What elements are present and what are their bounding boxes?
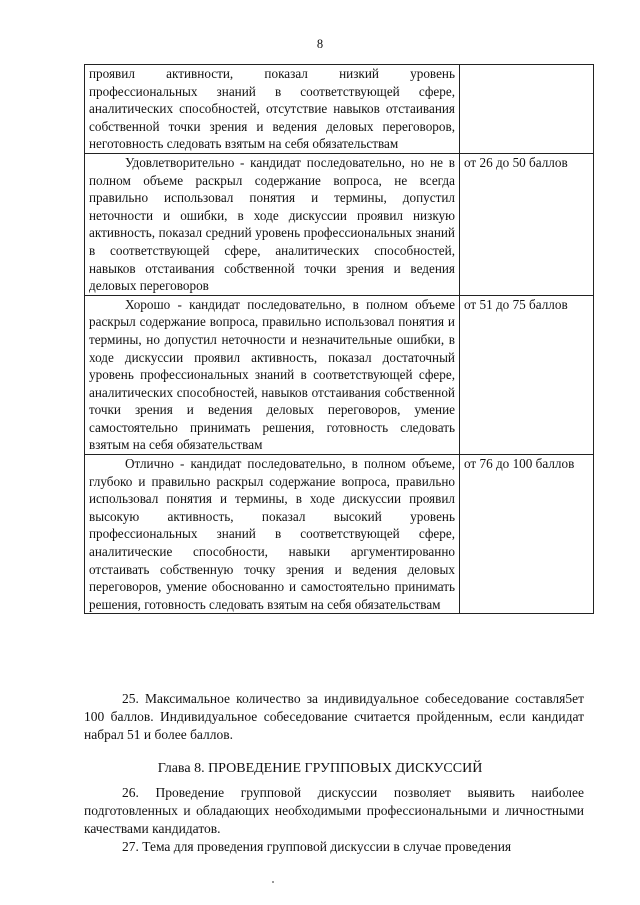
criteria-description [85,455,460,614]
page-number: 8 [316,37,324,51]
criteria-description-text: Удовлетворительно - кандидат последовательно, но не в полном объеме раскрыл содержание вопроса, не всегда правильно использовал понятия и термины, допустил неточности и ошибки, в ходе дискуссии проявил низкую активность, показал средний уровень профессиональных знаний в соответствующей сфере, аналитических способностей, навыков отстаивания собственной точки зрения и ведения деловых переговоров [89,154,455,294]
criteria-description [85,153,460,295]
paragraph-27: 27. Тема для проведения групповой дискуссии в случае проведения [122,839,512,854]
table-row [85,455,594,614]
criteria-score: от 26 до 50 баллов [460,153,594,295]
criteria-description [85,295,460,454]
table-row [85,295,594,454]
criteria-description-text: Хорошо - кандидат последовательно, в полном объеме раскрыл содержание вопроса, правильно использовал понятия и термины, но допустил неточности и незначительные ошибки, в ходе дискуссии проявил активность, показал достаточный уровень профессиональных знаний в соответствующей сфере, аналитических способностей, навыков отстаивания собственной точки зрения и ведения деловых переговоров, умение самостоятельно принимать решения, готовность следовать взятым на себя обязательствам [89,296,455,453]
paragraph-25: 25. Максимальное количество за индивидуальное собеседование составля5ет 100 баллов. Индивидуальное собеседование считается пройденным, если кандидат набрал 51 и более баллов. [84,691,584,742]
criteria-description: проявил активности, показал низкий уровень профессиональных знаний в соответствующей сфере, аналитических способностей, отсутствие навыков отстаивания собственной точки зрения и ведения деловых переговоров, неготовность следовать взятым на себя обязательствам [85,65,460,154]
criteria-score: от 51 до 75 баллов [460,295,594,454]
table-row [85,65,594,154]
evaluation-criteria-table [84,64,594,614]
criteria-score: от 76 до 100 баллов [460,455,594,614]
paragraph-26: 26. Проведение групповой дискуссии позволяет выявить наиболее подготовленных и обладающих необходимыми профессиональными и личностными качествами кандидатов. [84,785,584,836]
criteria-description-text: Отлично - кандидат последовательно, в полном объеме, глубоко и правильно раскрыл содержание вопроса, правильно использовал понятия и термины, в ходе дискуссии проявил высокую активность, показал высокий уровень профессиональных знаний в соответствующей сфере, аналитические способности, навыки аргументированно отстаивать собственную точку зрения и ведения деловых переговоров, умение обоснованно и самостоятельно принимать решения, готовность следовать взятым на себя обязательствам [89,456,455,612]
chapter-heading: Глава 8. ПРОВЕДЕНИЕ ГРУППОВЫХ ДИСКУССИЙ [157,761,483,776]
criteria-score [460,65,594,154]
scan-speck [272,881,274,883]
table-row [85,153,594,295]
